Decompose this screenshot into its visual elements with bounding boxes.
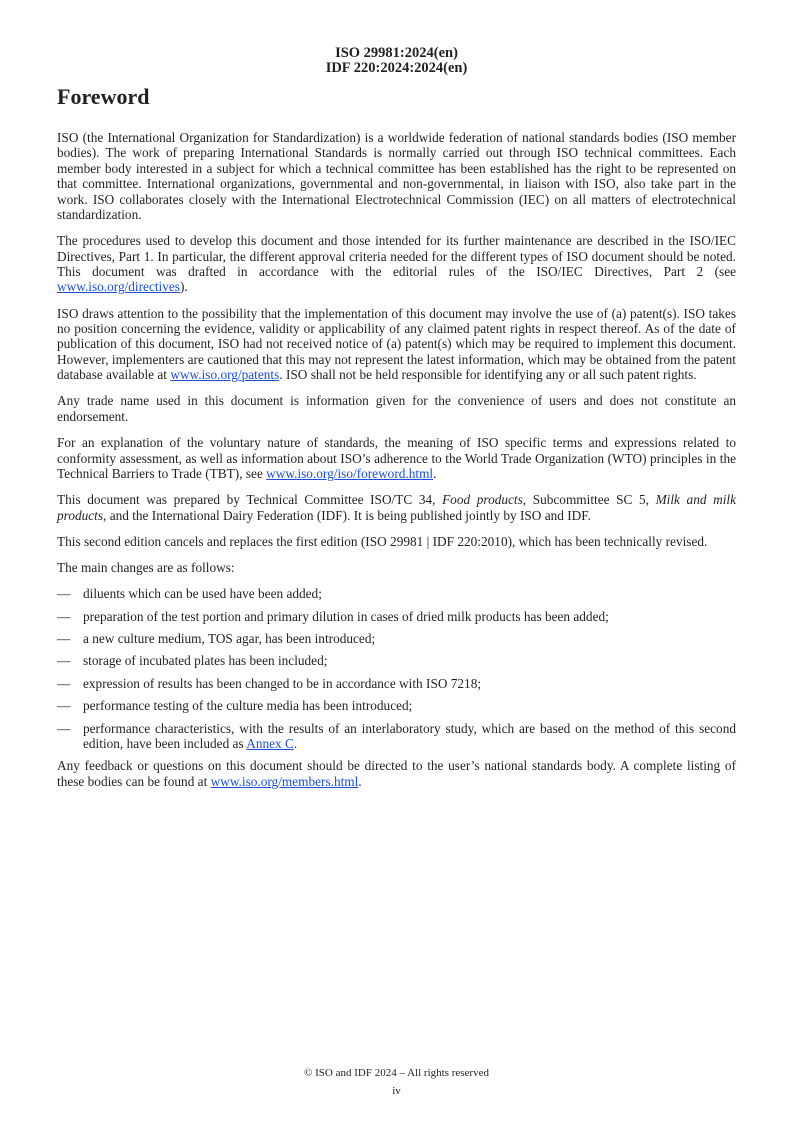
list-item [57,676,736,691]
list-item [57,653,736,668]
text-segment: This document was prepared by Technical Committee ISO/TC 34, [57,492,443,508]
hyperlink[interactable]: www.iso.org/patents [170,367,280,383]
paragraph [57,306,736,383]
text-segment: storage of incubated plates has been included; [83,653,328,669]
text-segment: performance characteristics, with the results of an interlaboratory study, which are based on the method of this second edition, have been included as [83,720,736,751]
list-item [57,609,736,624]
text-segment: , and the International Dairy Federation (IDF). It is being published jointly by ISO and IDF. [103,507,591,523]
paragraph [57,130,736,222]
italic-text: Food products [442,492,523,508]
document-header [0,46,793,76]
list-item [57,631,736,646]
paragraph [57,492,736,523]
hyperlink[interactable]: www.iso.org/iso/foreword.html [266,465,434,481]
text-segment: Any trade name used in this document is information given for the convenience of users and does not constitute an endorsement. [57,393,736,424]
text-segment: diluents which can be used have been added; [83,586,322,602]
text-segment: Any feedback or questions on this document should be directed to the user’s national standards body. A complete listing of these bodies can be found at [57,758,736,789]
paragraph [57,560,736,575]
list-dash: — [57,675,71,691]
text-segment: This second edition cancels and replaces the first edition (ISO 29981 | IDF 220:2010), which has been technically revised. [57,533,708,549]
list-item-text [83,653,736,668]
italic-text: Milk and milk products [57,492,736,523]
text-segment: For an explanation of the voluntary nature of standards, the meaning of ISO specific terms and expressions related to conformity assessment, as well as information about ISO’s adherence to the World Trade Organization (WTO) principles in the Technical Barriers to Trade (TBT), see [57,435,736,481]
document-id-iso: ISO 29981:2024(en) [335,45,458,61]
text-segment: . [293,735,298,751]
paragraph [57,435,736,481]
list-dash: — [57,586,71,602]
text-segment: The procedures used to develop this document and those intended for its further maintenance are described in the ISO/IEC Directives, Part 1. In particular, the different approval criteria needed for the different types of ISO document should be noted. This document was drafted in accordance with the editorial rules of the ISO/IEC Directives, Part 2 (see [57,233,736,280]
list-item-text [83,698,736,713]
list-item-text [83,609,736,624]
text-segment: . ISO shall not be held responsible for identifying any or all such patent rights. [279,367,697,383]
text-segment: preparation of the test portion and primary dilution in cases of dried milk products has been added; [83,608,609,624]
list-item [57,586,736,601]
list-item [57,721,736,752]
text-segment: expression of results has been changed to be in accordance with ISO 7218; [83,675,482,691]
hyperlink[interactable]: Annex C [246,735,294,751]
hyperlink[interactable]: www.iso.org/directives [57,279,180,295]
paragraph [57,233,736,295]
paragraph [57,758,736,789]
list-dash: — [57,653,71,669]
text-segment: ISO draws attention to the possibility that the implementation of this document may involve the use of (a) patent(s). ISO takes no position concerning the evidence, validity or applicability of any claimed patent rights in respect thereof. As of the date of publication of this document, ISO had not received notice of (a) patent(s) which may be required to implement this document. However, implementers are cautioned that this may not represent the latest information, which may be obtained from the patent database available at [57,305,736,383]
list-dash: — [57,720,71,736]
page-number: iv [392,1085,401,1097]
text-segment: ISO (the International Organization for Standardization) is a worldwide federation of national standards bodies (ISO member bodies). The work of preparing International Standards is normally carried out through ISO technical committees. Each member body interested in a subject for which a technical committee has been established has the right to be represented on that committee. International organizations, governmental and non-governmental, in liaison with ISO, also take part in the work. ISO collaborates closely with the International Electrotechnical Commission (IEC) on all matters of electrotechnical standardization. [57,130,736,223]
page-title: Foreword [57,84,150,109]
list-item-text [83,631,736,646]
text-segment: . [358,773,362,789]
list-item-text [83,721,736,752]
text-segment: performance testing of the culture media has been introduced; [83,698,413,714]
list-item-text [83,586,736,601]
document-id-idf: IDF 220:2024:2024(en) [325,60,468,76]
text-segment: a new culture medium, TOS agar, has been introduced; [83,630,376,646]
list-dash: — [57,698,71,714]
foreword-body [57,130,736,800]
list-dash: — [57,630,71,646]
copyright-footer: © ISO and IDF 2024 – All rights reserved [304,1067,489,1079]
paragraph [57,393,736,424]
list-dash: — [57,608,71,624]
list-item-text [83,676,736,691]
paragraph [57,534,736,549]
hyperlink[interactable]: www.iso.org/members.html [210,773,359,789]
text-segment: . [433,465,437,481]
list-item [57,698,736,713]
text-segment: , Subcommittee SC 5, [522,492,656,508]
text-segment: ). [179,279,188,295]
text-segment: The main changes are as follows: [57,559,235,575]
